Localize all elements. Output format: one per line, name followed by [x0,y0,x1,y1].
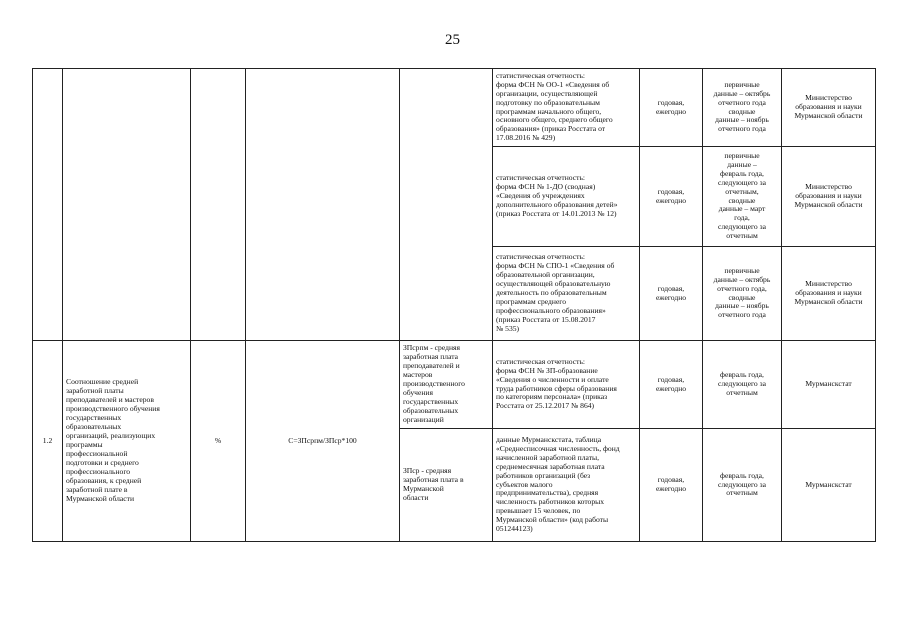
terms-cell: февраль года, следующего за отчетным [718,470,766,498]
empty-unit-cell [191,69,246,341]
terms-cell: первичные данные – февраль года, следующего за отчетным, сводные данные – март года, следующего за отчетным [718,150,766,241]
source-cell: статистическая отчетность: форма ФСН № 1-ДО (сводная) «Сведения об учреждениях дополнительного образования детей» (приказ Росстата от 14.01.2013 № 12) [496,173,618,218]
source-cell: статистическая отчетность: форма ФСН № СПО-1 «Сведения об образовательной организации, осуществляющей образовательную деятельность по образовательным программам среднего профессионального образования» (приказ Росстата от 15.08.2017 № 535) [496,252,615,333]
table-row [33,341,876,429]
variable-cell: ЗПср - средняя заработная плата в Мурманской области [403,466,464,502]
responsible-cell: Министерство образования и науки Мурманской области [794,279,863,306]
page-number: 25 [445,32,460,48]
periodicity-cell: годовая, ежегодно [655,186,687,205]
responsible-cell: Мурманскстат [805,479,852,489]
terms-cell: первичные данные – октябрь отчетного года сводные данные – ноябрь отчетного года [713,79,771,134]
indicators-table [32,68,876,542]
responsible-cell: Министерство образования и науки Мурманской области [794,182,863,209]
periodicity-cell: годовая, ежегодно [655,475,687,493]
responsible-cell: Мурманскстат [805,379,852,389]
periodicity-cell: годовая, ежегодно [655,374,687,393]
source-cell: статистическая отчетность: форма ФСН № ЗП-образование «Сведения о численности и оплате труда работников сферы образования по категориям персонала» (приказ Росстата от 25.12.2017 № 864) [496,356,617,411]
indicator-unit: % [214,435,222,445]
periodicity-cell: годовая, ежегодно [655,97,687,116]
empty-number-cell [33,69,63,341]
empty-variable-cell [400,69,493,341]
empty-formula-cell [246,69,400,341]
table-row [33,69,876,147]
source-cell: данные Мурманскстата, таблица «Среднесписочная численность, фонд начисленной заработной платы, среднемесячная заработная плата работников организаций (без субъектов малого предпринимательства), средняя численность работников которых превышает 15 человек, по Мурманской области» (код работы 051244123) [496,434,620,534]
responsible-cell: Министерство образования и науки Мурманской области [794,93,863,120]
periodicity-cell: годовая, ежегодно [655,283,687,302]
indicator-number: 1.2 [42,435,53,445]
terms-cell: первичные данные – октябрь отчетного года, сводные данные – ноябрь отчетного года [713,265,771,320]
empty-name-cell [63,69,191,341]
source-cell: статистическая отчетность: форма ФСН № ОО-1 «Сведения об организации, осуществляющей подготовку по образовательным программам начального общего, основного общего, среднего общего образования» (приказ Росстата от 17.08.2016 № 429) [496,70,613,143]
indicator-name: Соотношение средней заработной платы преподавателей и мастеров производственного обучения государственных образовательных организаций, реализующих программы профессиональной подготовки и среднего профессионального образования, к средней заработной плате в Мурманской области [66,377,160,503]
variable-cell: ЗПсрпм - средняя заработная плата преподавателей и мастеров производственного обучения государственных образовательных организаций [403,343,465,424]
terms-cell: февраль года, следующего за отчетным [718,370,766,397]
indicator-formula: С=ЗПсрпм/ЗПср*100 [288,435,357,445]
